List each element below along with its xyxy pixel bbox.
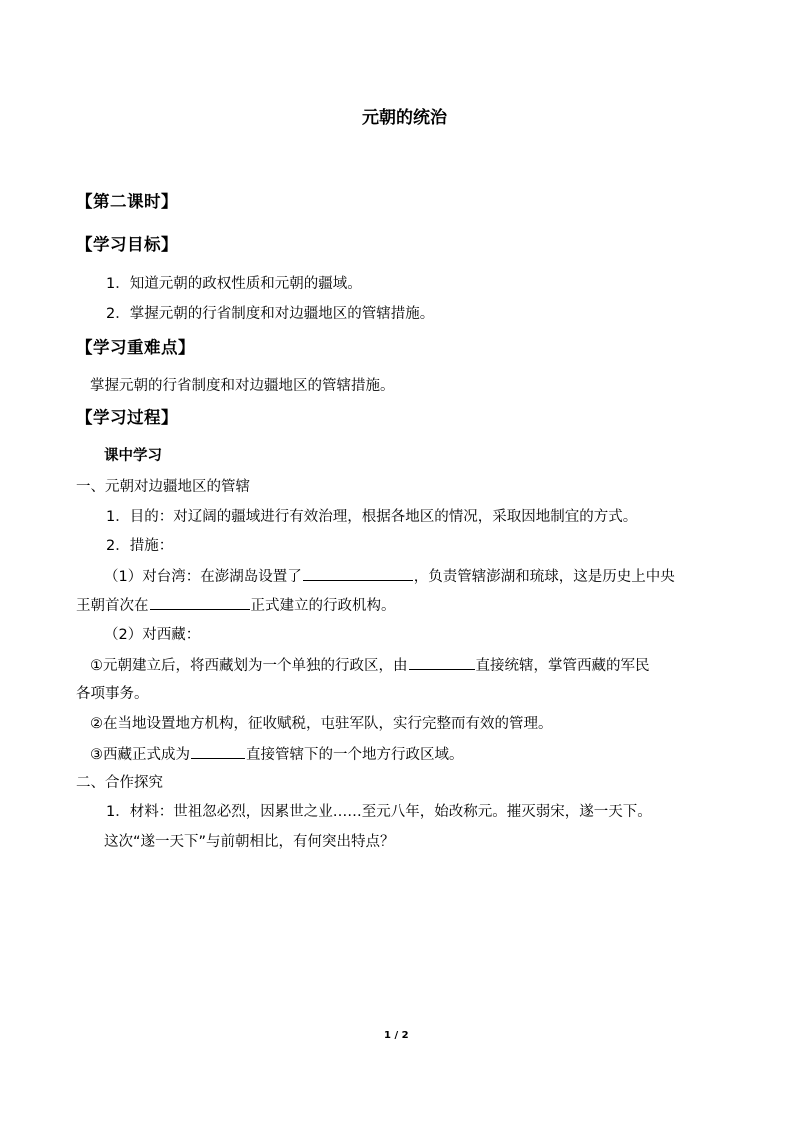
section-1-item-2: 2．措施：: [106, 538, 174, 554]
tibet-text-d: 直接管辖下的一个地方行政区域。: [246, 747, 464, 763]
taiwan-line-2: [76, 595, 396, 616]
tibet-line-3: [90, 744, 464, 765]
section-2-material: 1．材料：世祖忽必烈，因累世之业……至元八年，始改称元。摧灭弱宋，遂一天下。: [106, 804, 652, 820]
taiwan-line-1: [104, 566, 675, 587]
taiwan-text-a: （1）对台湾：在澎湖岛设置了: [104, 569, 302, 585]
page-number: 1 / 2: [384, 1030, 409, 1041]
tibet-line-1: [90, 655, 650, 676]
section-1-item-1: 1．目的：对辽阔的疆域进行有效治理，根据各地区的情况，采取因地制宜的方式。: [106, 509, 638, 525]
section-2-title: 二、合作探究: [76, 775, 163, 791]
tibet-line-1-cont: 各项事务。: [76, 686, 149, 702]
tibet-text-a: ①元朝建立后，将西藏划为一个单独的行政区，由: [90, 658, 408, 674]
fill-blank-1[interactable]: [303, 566, 413, 581]
tibet-text-c: ③西藏正式成为: [90, 747, 190, 763]
taiwan-text-b: ，负责管辖澎湖和琉球，这是历史上中央: [413, 569, 675, 585]
section-2-question: 这次“遂一天下”与前朝相比，有何突出特点？: [104, 834, 395, 850]
tibet-text-b: 直接统辖，掌管西藏的军民: [475, 658, 650, 674]
key-points-text: 掌握元朝的行省制度和对边疆地区的管辖措施。: [90, 378, 395, 394]
page-title: 元朝的统治: [362, 108, 447, 128]
tibet-line-2: ②在当地设置地方机构，征收赋税，屯驻军队，实行完整而有效的管理。: [90, 716, 553, 732]
section-1-title: 一、元朝对边疆地区的管辖: [76, 479, 250, 495]
class-study-label: 课中学习: [104, 448, 162, 464]
taiwan-text-c: 王朝首次在: [76, 598, 149, 614]
key-points-heading: 【学习重难点】: [76, 338, 195, 357]
goal-item-2: 2．掌握元朝的行省制度和对边疆地区的管辖措施。: [106, 306, 435, 322]
fill-blank-4[interactable]: [191, 744, 245, 759]
tibet-label: （2）对西藏：: [104, 627, 201, 643]
fill-blank-3[interactable]: [409, 655, 475, 670]
lesson-heading: 【第二课时】: [76, 192, 178, 211]
goals-heading: 【学习目标】: [76, 235, 178, 254]
goal-item-1: 1．知道元朝的政权性质和元朝的疆域。: [106, 276, 362, 292]
taiwan-text-d: 正式建立的行政机构。: [250, 598, 396, 614]
process-heading: 【学习过程】: [76, 408, 178, 427]
fill-blank-2[interactable]: [150, 595, 250, 610]
